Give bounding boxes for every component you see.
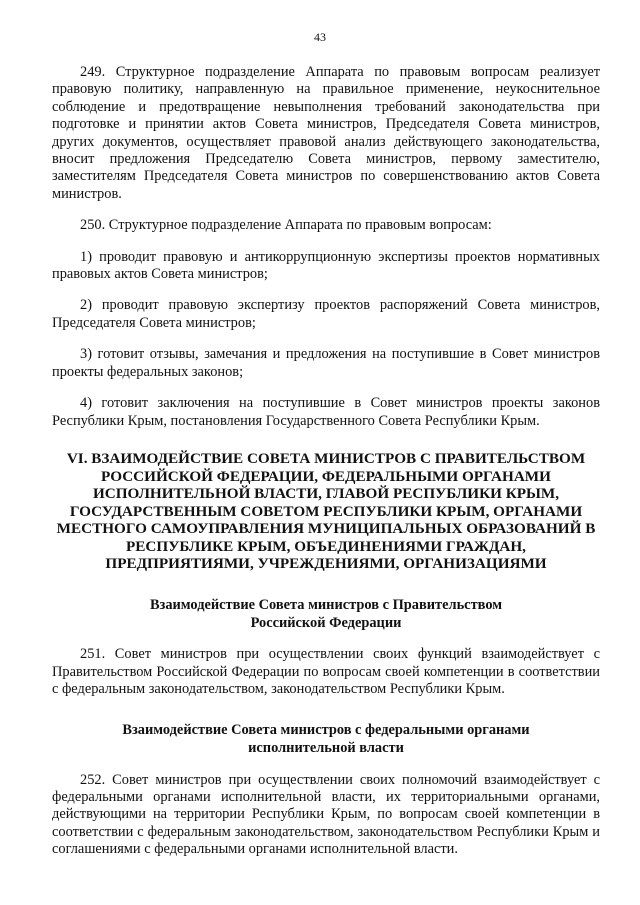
list-item-4: 4) готовит заключения на поступившие в Совет министров проекты законов Республики Крым, постановления Государственного Совета Республики Крым. [52, 395, 600, 429]
list-item-3: 3) готовит отзывы, замечания и предложения на поступившие в Совет министров проекты федеральных законов; [52, 346, 600, 380]
paragraph-249: 249. Структурное подразделение Аппарата по правовым вопросам реализует правовую политику, направленную на правильное применение, неукоснительное соблюдение и предотвращение невыполнения требований законодательства при подготовке и принятии актов Совета министров, Председателя Совета министров, других документов, осуществляет правовой анализ действующего законодательства, вносит предложения Председателю Совета министров, первому заместителю, заместителям Председателя Совета министров по совершенствованию актов Совета министров. [52, 64, 600, 202]
list-item-2: 2) проводит правовую экспертизу проектов распоряжений Совета министров, Председателя Совета министров; [52, 297, 600, 331]
page-number: 43 [314, 30, 326, 44]
paragraph-250: 250. Структурное подразделение Аппарата по правовым вопросам: [80, 217, 492, 234]
list-item-1: 1) проводит правовую и антикоррупционную экспертизы проектов нормативных правовых актов Совета министров; [52, 248, 600, 283]
subsection-title-government: Взаимодействие Совета министров с Правительством Российской Федерации [149, 597, 503, 631]
paragraph-252: 252. Совет министров при осуществлении своих полномочий взаимодействует с федеральными органами исполнительной власти, их территориальными органами, действующими на территории Республики Крым, по вопросам своей компетенции в соответствии с федеральным законодательством, законодательством Республики Крым и соглашениями с федеральными органами исполнительной власти. [52, 771, 600, 858]
section-title: VI. ВЗАИМОДЕЙСТВИЕ СОВЕТА МИНИСТРОВ С ПРАВИТЕЛЬСТВОМ РОССИЙСКОЙ ФЕДЕРАЦИИ, ФЕДЕРАЛЬНЫМИ ОРГАНАМИ ИСПОЛНИТЕЛЬНОЙ ВЛАСТИ, ГЛАВОЙ РЕСПУБЛИКИ КРЫМ, ГОСУДАРСТВЕННЫМ СОВЕТОМ РЕСПУБЛИКИ КРЫМ, ОРГАНАМИ МЕСТНОГО САМОУПРАВЛЕНИЯ МУНИЦИПАЛЬНЫХ ОБРАЗОВАНИЙ В РЕСПУБЛИКЕ КРЫМ, ОБЪЕДИНЕНИЯМИ ГРАЖДАН, ПРЕДПРИЯТИЯМИ, УЧРЕЖДЕНИЯМИ, ОРГАНИЗАЦИЯМИ [56, 449, 596, 573]
subsection-title-federal-bodies: Взаимодействие Совета министров с федеральными органами исполнительной власти [122, 722, 530, 757]
paragraph-251: 251. Совет министров при осуществлении своих функций взаимодействует с Правительством Российской Федерации по вопросам своей компетенции в соответствии с федеральным законодательством, законодательством Республики Крым. [52, 646, 600, 698]
page-content [52, 64, 600, 859]
